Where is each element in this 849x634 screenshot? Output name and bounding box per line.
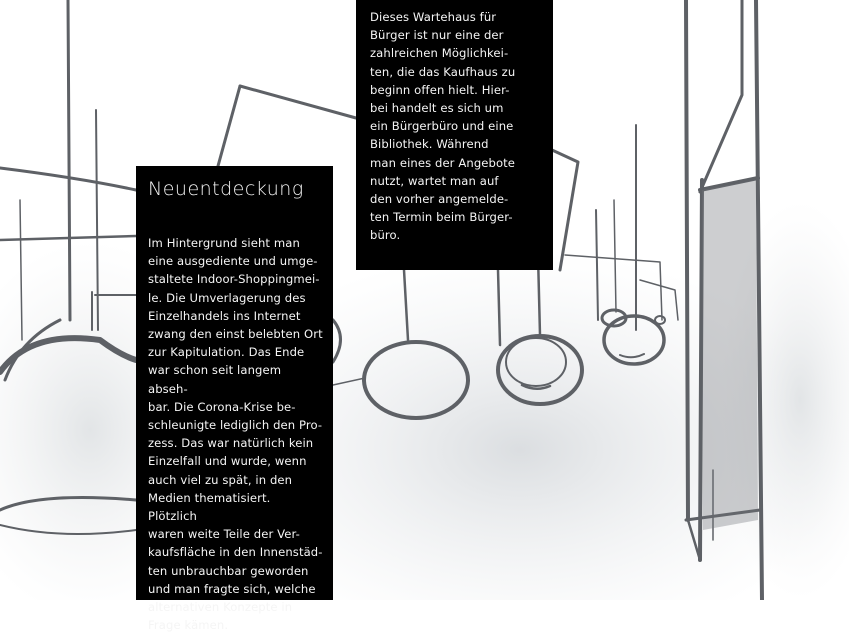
info-panel-neuentdeckung [136, 166, 333, 633]
panel-body-text: Im Hintergrund sieht man eine ausgediente und umge- staltete Indoor-Shoppingmei- le. Die Umverlagerung des Einzelhandels ins Internet zwang den einst belebten Ort zur Kapitulation. Das Ende war schon seit langem abseh- bar. Die Corona-Krise be- schleunigte lediglich den Pro- zess. Das war natürlich kein Einzelfall und wurde, wenn auch viel zu spät, in den Medien thematisiert. Plötzlich waren weite Teile der Ver- kaufsfläche in den Innenstäd- ten unbrauchbar geworden und man fragte sich, welche alternativen Konzepte in Frage kämen. [148, 236, 323, 633]
panel-heading: Neuentdeckung [148, 178, 304, 200]
panel-body-text: Dieses Wartehaus für Bürger ist nur eine der zahlreichen Möglichkei- ten, die das Kaufhaus zu beginn offen hielt. Hier- bei handelt es sich um ein Bürgerbüro und eine Bibliothek. Während man eines der Angebote nutzt, wartet man auf den vorher angemelde- ten Termin beim Bürger- büro. [370, 10, 516, 243]
info-panel-wartehaus [356, 0, 553, 270]
